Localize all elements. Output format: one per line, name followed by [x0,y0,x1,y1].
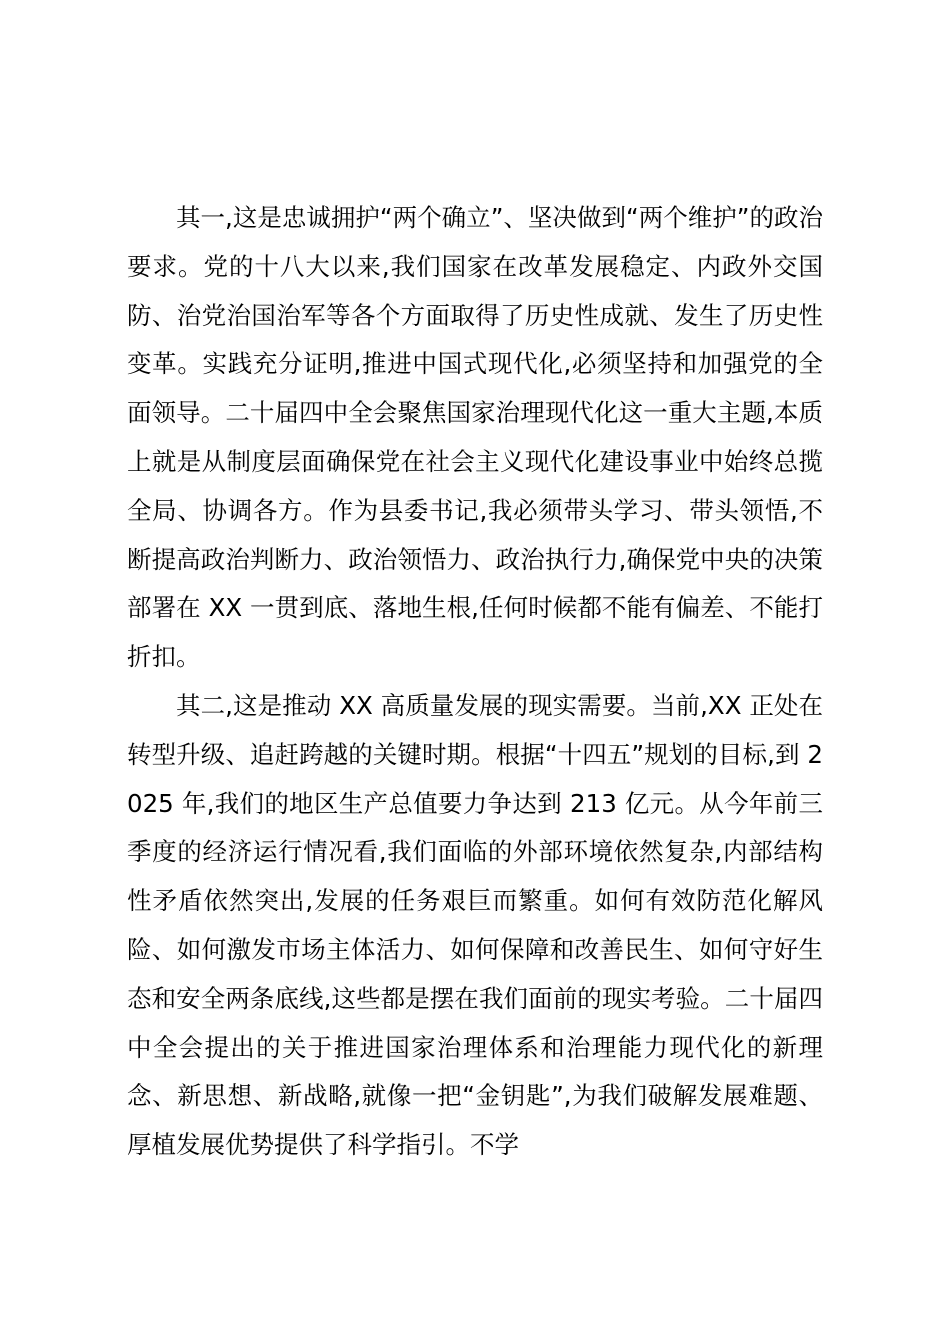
paragraph-2: 其二,这是推动 XX 高质量发展的现实需要。当前,XX 正处在转型升级、追赶跨越的关键时期。根据“十四五”规划的目标,到 2025 年,我们的地区生产总值要力争达到 213 亿元。从今年前三季度的经济运行情况看,我们面临的外部环境依然复杂,内部结构性矛盾依然突出,发展的任务艰巨而繁重。如何有效防范化解风险、如何激发市场主体活力、如何保障和改善民生、如何守好生态和安全两条底线,这些都是摆在我们面前的现实考验。二十届四中全会提出的关于推进国家治理体系和治理能力现代化的新理念、新思想、新战略,就像一把“金钥匙”,为我们破解发展难题、厚植发展优势提供了科学指引。不学 [127,690,823,1160]
document-body [127,194,823,1170]
paragraph-1: 其一,这是忠诚拥护“两个确立”、坚决做到“两个维护”的政治要求。党的十八大以来,我们国家在改革发展稳定、内政外交国防、治党治国治军等各个方面取得了历史性成就、发生了历史性变革。实践充分证明,推进中国式现代化,必须坚持和加强党的全面领导。二十届四中全会聚焦国家治理现代化这一重大主题,本质上就是从制度层面确保党在社会主义现代化建设事业中始终总揽全局、协调各方。作为县委书记,我必须带头学习、带头领悟,不断提高政治判断力、政治领悟力、政治执行力,确保党中央的决策部署在 XX 一贯到底、落地生根,任何时候都不能有偏差、不能打折扣。 [127,203,823,672]
